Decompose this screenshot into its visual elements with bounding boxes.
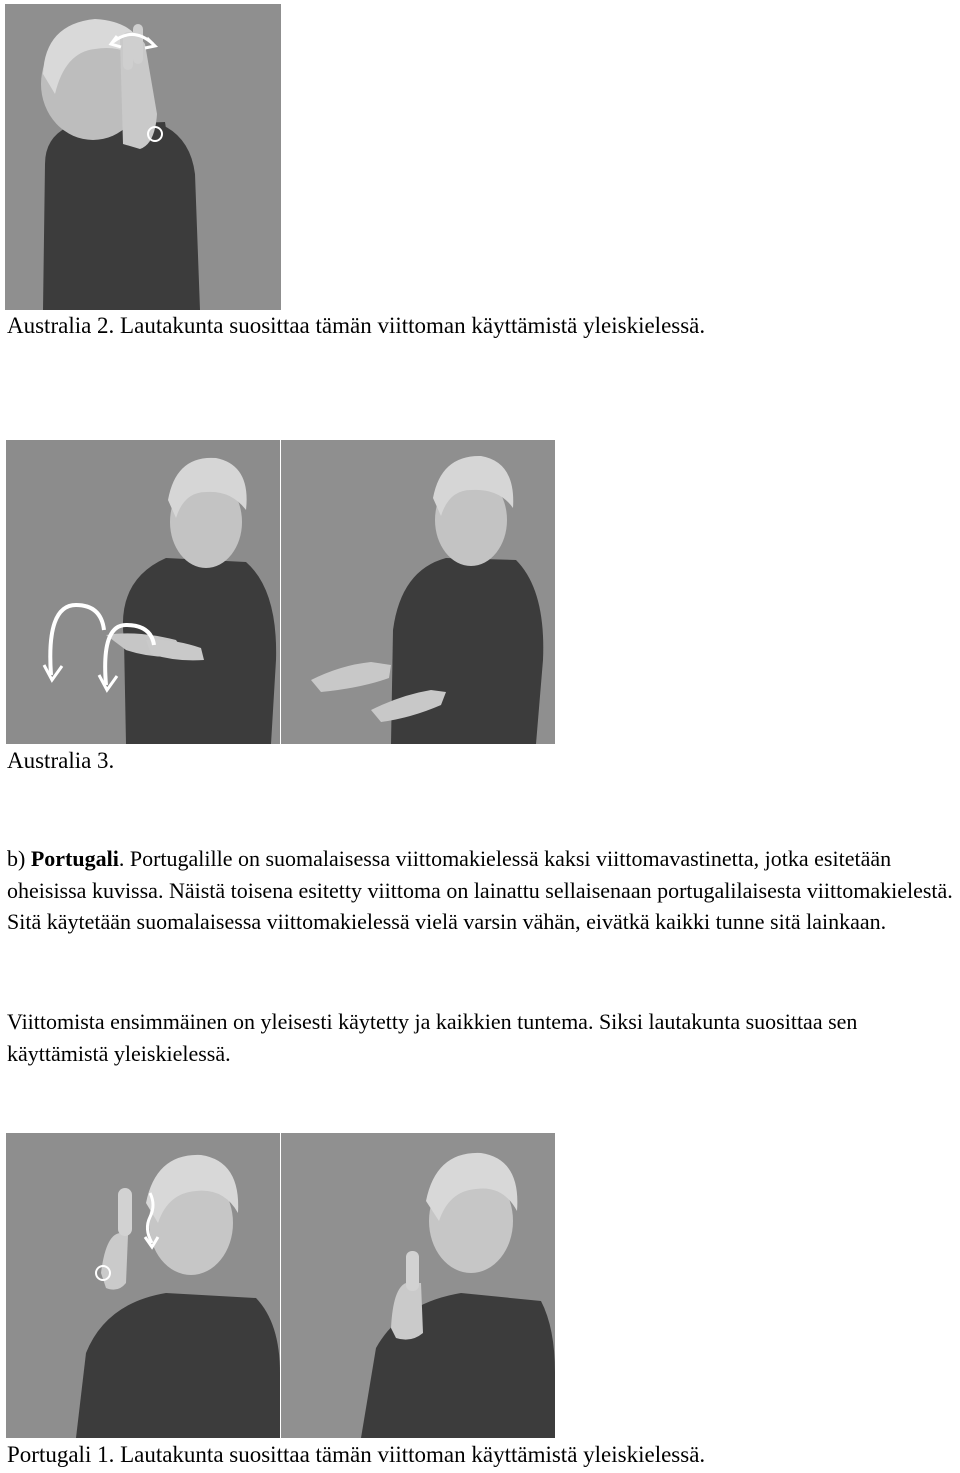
portugali-1-caption: Portugali 1. Lautakunta suosittaa tämän viittoman käyttämistä yleiskielessä. bbox=[7, 1442, 706, 1467]
section-prefix: b) bbox=[7, 846, 31, 871]
signer-figure bbox=[5, 4, 281, 310]
australia-3-caption: Australia 3. bbox=[7, 748, 115, 773]
portugali-section bbox=[7, 843, 957, 938]
australia-2-photo bbox=[5, 4, 281, 310]
australia-3-photo-1 bbox=[6, 440, 280, 744]
signer-figure bbox=[6, 1133, 280, 1438]
australia-3-photo-2 bbox=[281, 440, 555, 744]
australia-2-caption: Australia 2. Lautakunta suosittaa tämän viittoman käyttämistä yleiskielessä. bbox=[7, 313, 706, 338]
paragraph-2-text: Viittomista ensimmäinen on yleisesti käytetty ja kaikkien tuntema. Siksi lautakunta suosittaa sen käyttämistä yleiskielessä. bbox=[7, 1009, 858, 1066]
portugali-1-photo-1 bbox=[6, 1133, 280, 1438]
signer-figure bbox=[281, 1133, 555, 1438]
signer-figure bbox=[281, 440, 555, 744]
portugali-1-photo-2 bbox=[281, 1133, 555, 1438]
portugali-paragraph-2 bbox=[7, 1006, 957, 1069]
signer-figure bbox=[6, 440, 280, 744]
section-heading: Portugali bbox=[30, 846, 119, 871]
paragraph-1-text: . Portugalille on suomalaisessa viittomakielessä kaksi viittomavastinetta, jotka esitetään oheisissa kuvissa. Näistä toisena esitetty viittoma on lainattu sellaisenaan portugalilaisesta viittomakielestä. Sitä käytetään suomalaisessa viittomakielessä vielä varsin vähän, eivätkä kaikki tunne sitä lainkaan. bbox=[7, 846, 953, 934]
portugali-paragraph-1 bbox=[7, 843, 957, 938]
